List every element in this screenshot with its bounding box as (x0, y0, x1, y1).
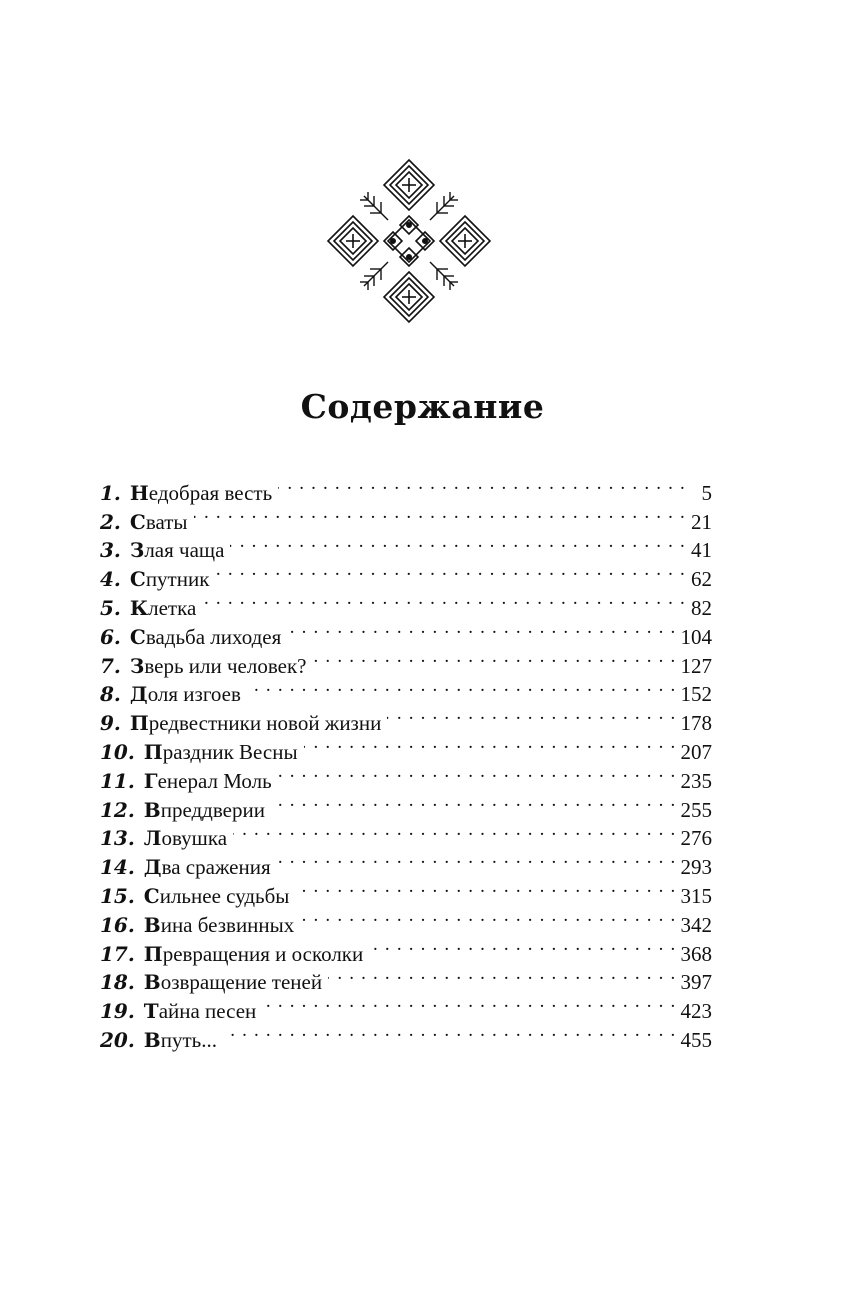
bottom-diamond-icon (384, 272, 434, 322)
chapter-initial: Д (143, 855, 162, 880)
chapter-initial: К (129, 595, 149, 620)
chapter-number: 2. (100, 509, 121, 534)
toc-entry[interactable] (100, 586, 712, 620)
chapter-number: 16. (100, 912, 135, 937)
chapter-initial: С (129, 567, 146, 592)
chapter-initial: З (129, 653, 145, 678)
page-number: 178 (680, 711, 712, 736)
toc-entry[interactable] (100, 529, 712, 563)
top-diamond-icon (384, 160, 434, 210)
chapter-initial: П (143, 739, 163, 764)
page-number: 82 (691, 595, 712, 620)
chapter-initial: В (143, 797, 161, 822)
dot-leader (194, 500, 686, 529)
chapter-title: озвращение теней (160, 970, 323, 995)
chapter-initial: Н (129, 480, 149, 505)
page-number: 255 (680, 797, 712, 822)
chapter-title: ильнее судьбы (159, 883, 290, 908)
page-number: 235 (680, 768, 712, 793)
toc-entry[interactable] (100, 557, 712, 592)
dot-leader (369, 932, 676, 961)
dot-leader (287, 615, 676, 644)
chapter-number: 6. (100, 624, 121, 649)
chapter-title: раздник Весны (162, 739, 298, 764)
chapter-number: 8. (100, 682, 121, 707)
toc-entry[interactable] (100, 903, 712, 937)
chapter-number: 3. (100, 538, 121, 563)
dot-leader (233, 817, 676, 846)
chapter-initial: П (129, 711, 149, 736)
dot-leader (304, 730, 677, 759)
dot-leader (277, 845, 677, 874)
toc-entry[interactable] (100, 500, 712, 534)
dot-leader (262, 989, 676, 1018)
chapter-initial: Д (129, 682, 148, 707)
chapter-initial: В (143, 912, 161, 937)
chapter-number: 14. (100, 855, 135, 880)
page-number: 397 (680, 970, 712, 995)
chapter-title: оля изгоев (147, 682, 241, 707)
chapter-title: вадьба лиходея (145, 624, 282, 649)
toc-entry[interactable] (100, 471, 712, 505)
chapter-initial: Л (143, 826, 162, 851)
toc-entry[interactable] (100, 615, 712, 649)
page-number: 207 (680, 739, 712, 764)
chapter-title: едобрая весть (148, 480, 273, 505)
chapter-number: 1. (100, 480, 121, 505)
dot-leader (312, 644, 676, 673)
toc-entry[interactable] (100, 817, 712, 851)
toc-entry[interactable] (100, 701, 712, 736)
chapter-initial: В (143, 1027, 161, 1052)
chapter-number: 5. (100, 595, 121, 620)
chapter-number: 12. (100, 797, 135, 822)
page-number: 41 (691, 538, 712, 563)
chapter-initial: С (143, 883, 160, 908)
dot-leader (300, 903, 676, 932)
chapter-title: летка (148, 595, 197, 620)
chapter-initial: Г (143, 768, 158, 793)
chapter-initial: С (129, 624, 146, 649)
chapter-number: 13. (100, 826, 135, 851)
page-number: 5 (701, 480, 712, 505)
dot-leader (328, 961, 676, 990)
page-number: 293 (680, 855, 712, 880)
page-number: 455 (680, 1027, 712, 1052)
chapter-number: 4. (100, 567, 121, 592)
chapter-title: ревращения и осколки (162, 941, 364, 966)
dot-leader (202, 586, 686, 615)
left-diamond-icon (328, 216, 378, 266)
chapter-initial: П (143, 941, 163, 966)
slavic-diamond-ornament-icon (326, 158, 492, 324)
toc-entry[interactable] (100, 730, 712, 764)
toc-entry[interactable] (100, 989, 712, 1024)
chapter-number: 19. (100, 999, 135, 1024)
chapter-title: лая чаща (144, 538, 225, 563)
page-number: 315 (680, 883, 712, 908)
toc-entry[interactable] (100, 932, 712, 966)
dot-leader (271, 788, 677, 817)
toc-entry[interactable] (100, 644, 712, 678)
chapter-title: ва сражения (161, 855, 271, 880)
chapter-initial: З (129, 538, 145, 563)
toc-entry[interactable] (100, 788, 712, 822)
page-number: 62 (691, 567, 712, 592)
chapter-number: 18. (100, 970, 135, 995)
page-number: 276 (680, 826, 712, 851)
page-number: 127 (680, 653, 712, 678)
right-diamond-icon (440, 216, 490, 266)
table-of-contents (100, 471, 712, 1052)
chapter-number: 17. (100, 941, 135, 966)
fern-branches-icon (360, 192, 458, 290)
chapter-title: айна песен (158, 999, 257, 1024)
chapter-initial: Т (143, 999, 159, 1024)
toc-entry[interactable] (100, 759, 712, 793)
page-number: 152 (680, 682, 712, 707)
toc-entry[interactable] (100, 961, 712, 995)
dot-leader (223, 1018, 677, 1047)
toc-entry[interactable] (100, 673, 712, 707)
chapter-title: ваты (145, 509, 188, 534)
dot-leader (215, 557, 686, 586)
chapter-title: преддверии (160, 797, 265, 822)
chapter-number: 10. (100, 739, 135, 764)
page-number: 423 (680, 999, 712, 1024)
chapter-number: 11. (100, 768, 135, 793)
chapter-initial: В (143, 970, 161, 995)
chapter-title: овушка (161, 826, 228, 851)
toc-entry[interactable] (100, 845, 712, 880)
dot-leader (247, 673, 677, 702)
center-cluster-icon (384, 216, 434, 266)
chapter-title: путник (145, 567, 210, 592)
chapter-number: 9. (100, 711, 121, 736)
dot-leader (230, 529, 686, 558)
chapter-number: 20. (100, 1027, 135, 1052)
chapter-title: путь... (160, 1027, 217, 1052)
dot-leader (295, 874, 676, 903)
page-title: Содержание (300, 387, 545, 426)
dot-leader (387, 701, 676, 730)
toc-entry[interactable] (100, 1018, 712, 1052)
chapter-title: ина безвинных (160, 912, 295, 937)
page-number: 21 (691, 509, 712, 534)
page-number: 368 (680, 941, 712, 966)
chapter-initial: С (129, 509, 146, 534)
chapter-number: 15. (100, 883, 135, 908)
chapter-title: редвестники новой жизни (148, 711, 382, 736)
dot-leader (278, 759, 677, 788)
chapter-title: енерал Моль (157, 768, 272, 793)
toc-entry[interactable] (100, 874, 712, 908)
chapter-title: верь или человек? (144, 653, 307, 678)
page-number: 104 (680, 624, 712, 649)
chapter-number: 7. (100, 653, 121, 678)
dot-leader (278, 471, 686, 500)
page-number: 342 (680, 912, 712, 937)
